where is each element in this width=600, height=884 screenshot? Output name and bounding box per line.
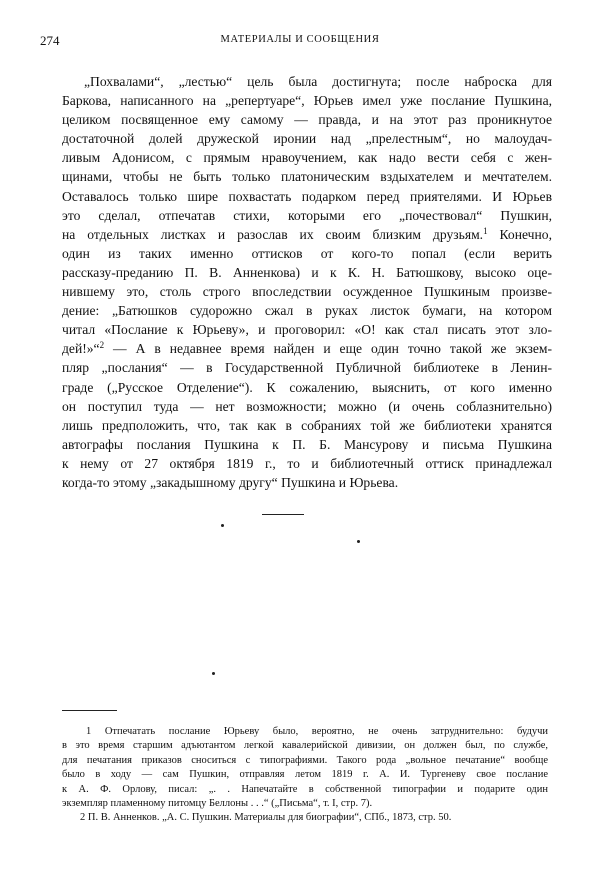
footnote-2-line bbox=[62, 811, 548, 825]
footnote-1-line: для печатания приказов сноситься с типографиями. Такого рода „вольное печатание“ вообще bbox=[62, 754, 548, 766]
text-line: „Похвалами“, „лестью“ цель была достигнута; после наброска для bbox=[84, 74, 552, 89]
footnote-1-line: в это время старшим адъютантом легкой кавалерийской дивизии, он должен был, по службе, bbox=[62, 740, 548, 752]
text-line: один из таких именно оттисков от кого-то попал (если верить bbox=[62, 245, 552, 261]
text-line: когда-то этому „закадышному другу“ Пушкина и Юрьева. bbox=[62, 474, 399, 490]
footnote-1-line: к А. Ф. Орлову, писал: „. . Напечатайте в собственной типографии и подарите один bbox=[62, 783, 548, 795]
text-segment: Отпечатать послание Юрьеву было, вероятно, не очень затруднительно: будучи bbox=[104, 726, 549, 737]
text-line-with-footnote-ref bbox=[62, 225, 552, 244]
footnote-ref-1: 1 bbox=[483, 225, 488, 236]
text-line: достаточной долей дружеской иронии над „прелестным“, но малоудач- bbox=[62, 131, 552, 147]
text-line: это сделал, отпечатав стихи, которыми его „почествовал“ Пушкин, bbox=[62, 207, 552, 223]
footnote-divider bbox=[62, 710, 117, 711]
print-speck bbox=[221, 524, 224, 527]
section-separator bbox=[262, 514, 304, 515]
text-line-with-footnote-ref bbox=[62, 339, 552, 358]
page-header bbox=[40, 33, 560, 53]
footnote-1-line: экземпляр пламенному питомцу Беллоны . . .“ („Письма“, т. I, стр. 7). bbox=[62, 798, 373, 810]
page-number: 274 bbox=[40, 33, 60, 48]
text-line: автографы послания Пушкина к П. Б. Мансурову и письма Пушкина bbox=[62, 436, 552, 452]
text-segment: Конечно, bbox=[487, 226, 552, 242]
print-speck bbox=[212, 672, 215, 675]
text-line: лишь предположить, что, так как в собраниях той же библиотеки хранятся bbox=[62, 417, 552, 433]
text-segment: — А в недавнее время найден и еще один точно такой же экзем- bbox=[104, 341, 552, 357]
text-segment: дей!»“ bbox=[62, 341, 100, 357]
text-line: Оставалось только шире похвастать подарком перед приятелями. И Юрьев bbox=[62, 188, 552, 204]
text-segment: на отдельных листках и разослав их своим близким друзьям. bbox=[62, 226, 484, 242]
footnote-1-number: 1 bbox=[86, 726, 92, 737]
running-title: МАТЕРИАЛЫ И СООБЩЕНИЯ bbox=[220, 34, 380, 45]
text-line: он поступил туда — нет возможности; можно (и очень соблазнительно) bbox=[62, 398, 552, 414]
footnote-ref-2: 2 bbox=[99, 340, 105, 351]
text-line: нившему это, столь строго впоследствии осужденное Пушкиным произве- bbox=[62, 284, 552, 300]
footnote-2-number: 2 bbox=[80, 812, 86, 824]
footnote-1-line: было в ходу — сам Пушкин, отправляя летом 1819 г. А. И. Тургеневу свое послание bbox=[62, 769, 548, 781]
text-line: граде („Русское Отделение“). К сожалению, выяснить, от кого именно bbox=[62, 379, 552, 395]
text-line: целиком посвященное ему самому — правда, и на этот раз проникнутое bbox=[62, 112, 552, 128]
text-line: пляр „послания“ — в Государственной Публичной библиотеке в Ленин- bbox=[62, 360, 552, 376]
print-speck bbox=[357, 540, 360, 543]
footnote-1-line bbox=[62, 725, 548, 739]
text-line: читал «Послание к Юрьеву», и проговорил: «О! как стал писать этот зло- bbox=[62, 322, 552, 338]
text-line: ливым Адонисом, с прямым нравоучением, как надо вести себя с жен- bbox=[62, 150, 552, 166]
text-line: к нему от 27 октября 1819 г., то и библиотечный оттиск принадлежал bbox=[62, 455, 552, 471]
text-line: рассказу-преданию П. В. Анненкова) и к К. Н. Батюшкову, высоко оце- bbox=[62, 264, 552, 280]
text-line: щинами, чтобы не быть только платоническим вздыхателем и мечтателем. bbox=[62, 169, 552, 185]
text-line: дение: „Батюшков судорожно сжал в руках листок бумаги, на котором bbox=[62, 303, 552, 319]
text-segment: П. В. Анненков. „А. С. Пушкин. Материалы для биографии“, СПб., 1873, стр. 50. bbox=[87, 812, 452, 824]
text-line: Баркова, написанного на „репертуаре“, Юрьев имел уже послание Пушкина, bbox=[62, 93, 552, 109]
footnotes bbox=[62, 725, 548, 826]
main-paragraph bbox=[62, 72, 552, 492]
